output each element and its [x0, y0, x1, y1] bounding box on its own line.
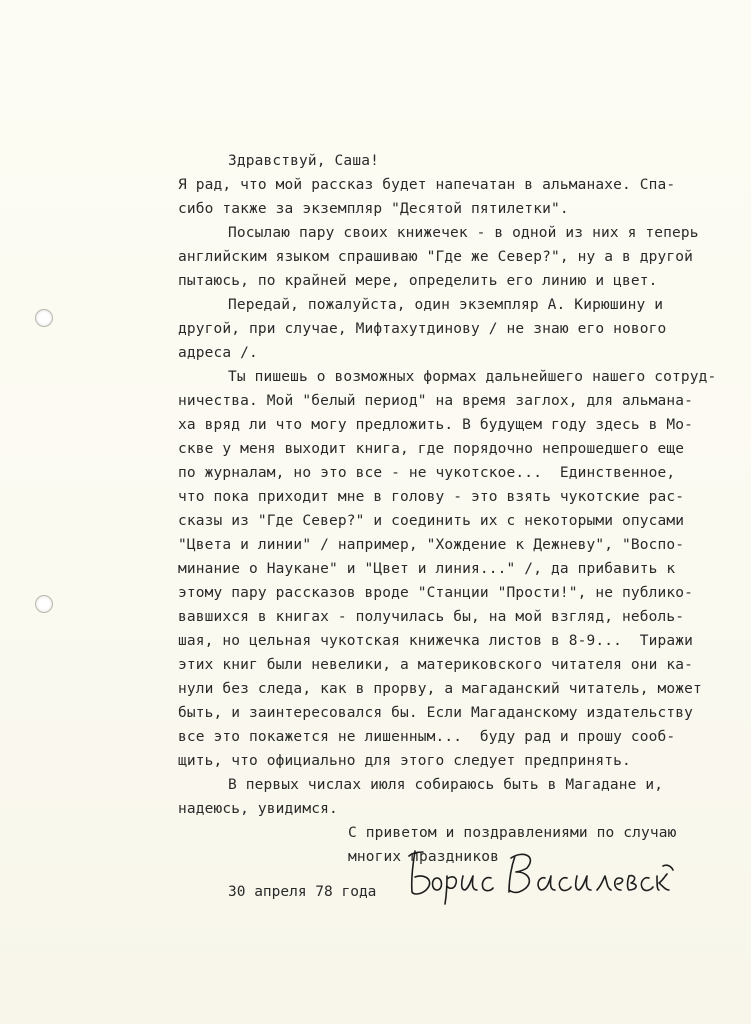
closing-line: многих праздников	[348, 849, 499, 865]
letter-line: Ты пишешь о возможных формах дальнейшего нашего сотруд-	[228, 369, 717, 385]
letter-line: Передай, пожалуйста, один экземпляр А. Кирюшину и	[228, 297, 664, 313]
letter-line: шая, но цельная чукотская книжечка листов в 8-9... Тиражи	[178, 633, 694, 649]
letter-line: пытаюсь, по крайней мере, определить его линию и цвет.	[178, 273, 658, 289]
greeting: Здравствуй, Саша!	[228, 153, 379, 169]
letter-line: В первых числах июля собираюсь быть в Магадане и,	[228, 777, 664, 793]
letter-line: Посылаю пару своих книжечек - в одной из них я теперь	[228, 225, 699, 241]
letter-line: по журналам, но это все - не чукотское... Единственное,	[178, 465, 676, 481]
letter-line: "Цвета и линии" / например, "Хождение к Дежневу", "Воспо-	[178, 537, 685, 553]
letter-line: минание о Наукане" и "Цвет и линия..." /, да прибавить к	[178, 561, 676, 577]
letter-line: Я рад, что мой рассказ будет напечатан в альманахе. Спа-	[178, 177, 676, 193]
letter-line: этих книг были невелики, а материковского читателя они ка-	[178, 657, 694, 673]
letter-line: скве у меня выходит книга, где порядочно непрошедшего еще	[178, 441, 685, 457]
letter-line: этому пару рассказов вроде "Станции "Прости!", не публико-	[178, 585, 694, 601]
letter-line: вавшихся в книгах - получилась бы, на мой взгляд, неболь-	[178, 609, 685, 625]
letter-line: ха вряд ли что могу предложить. В будущем году здесь в Мо-	[178, 417, 694, 433]
handwritten-signature	[405, 846, 675, 906]
letter-line: другой, при случае, Мифтахутдинову / не знаю его нового	[178, 321, 667, 337]
letter-line: что пока приходит мне в голову - это взять чукотские рас-	[178, 489, 685, 505]
letter-date: 30 апреля 78 года	[228, 884, 377, 900]
punch-hole	[35, 595, 53, 613]
letter-line: все это покажется не лишенным... буду рад и прошу сооб-	[178, 729, 676, 745]
letter-line: ничества. Мой "белый период" на время заглох, для альмана-	[178, 393, 694, 409]
closing-line: С приветом и поздравлениями по случаю	[348, 825, 677, 841]
letter-line: щить, что официально для этого следует предпринять.	[178, 753, 631, 769]
letter-line: адреса /.	[178, 345, 258, 361]
letter-line: надеюсь, увидимся.	[178, 801, 338, 817]
letter-line: сибо также за экземпляр "Десятой пятилетки".	[178, 201, 569, 217]
letter-line: быть, и заинтересовался бы. Если Магаданскому издательству	[178, 705, 694, 721]
letter-line: сказы из "Где Север?" и соединить их с некоторыми опусами	[178, 513, 685, 529]
letter-line: английским языком спрашиваю "Где же Север?", ну а в другой	[178, 249, 694, 265]
letter-line: нули без следа, как в прорву, а магаданский читатель, может	[178, 681, 702, 697]
punch-hole	[35, 309, 53, 327]
